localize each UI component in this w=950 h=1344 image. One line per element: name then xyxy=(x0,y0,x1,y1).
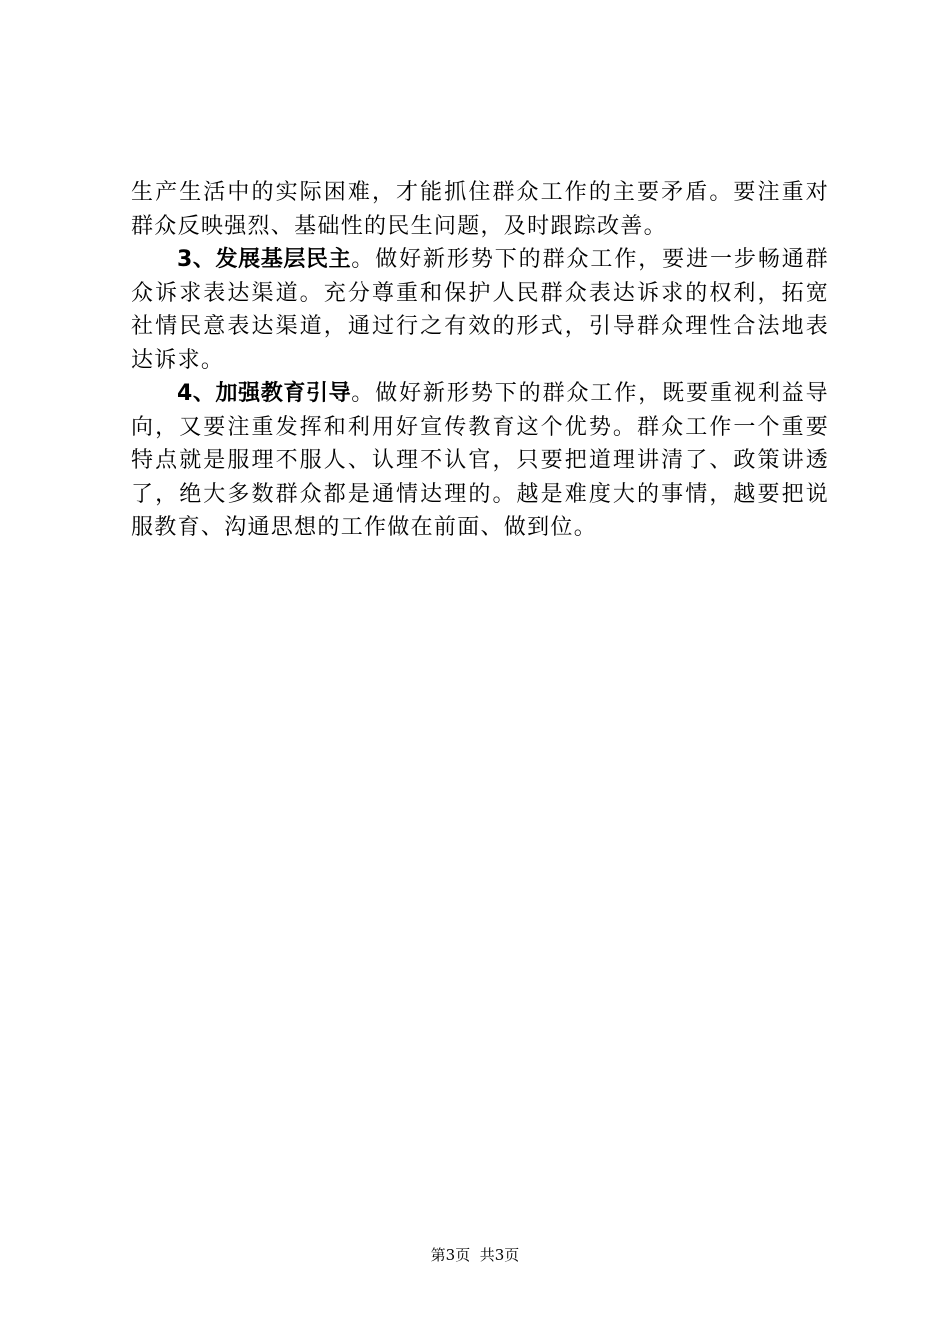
page-number: 第3页 xyxy=(430,1246,471,1264)
paragraph-item-3 xyxy=(131,243,829,377)
paragraph-text: 。做好新形势下的群众工作，既要重视利益导向，又要注重发挥和利用好宣传教育这个优势。群众工作一个重要特点就是服理不服人、认理不认官，只要把道理讲清了、政策讲透了，绝大多数群众都是通情达理的。越是难度大的事情，越要把说服教育、沟通思想的工作做在前面、做到位。 xyxy=(131,381,829,540)
paragraph-item-4 xyxy=(131,377,829,545)
page-footer xyxy=(0,1244,950,1265)
paragraph-text: 。做好新形势下的群众工作，要进一步畅通群众诉求表达渠道。充分尊重和保护人民群众表达诉求的权利，拓宽社情民意表达渠道，通过行之有效的形式，引导群众理性合法地表达诉求。 xyxy=(131,247,829,373)
paragraph-heading: 3、发展基层民主 xyxy=(177,247,352,272)
document-body xyxy=(131,176,829,545)
paragraph-text: 生产生活中的实际困难，才能抓住群众工作的主要矛盾。要注重对群众反映强烈、基础性的民生问题，及时跟踪改善。 xyxy=(131,180,829,239)
paragraph-continuation xyxy=(131,176,829,243)
page-total: 共3页 xyxy=(479,1246,520,1264)
paragraph-heading: 4、加强教育引导 xyxy=(177,381,352,406)
